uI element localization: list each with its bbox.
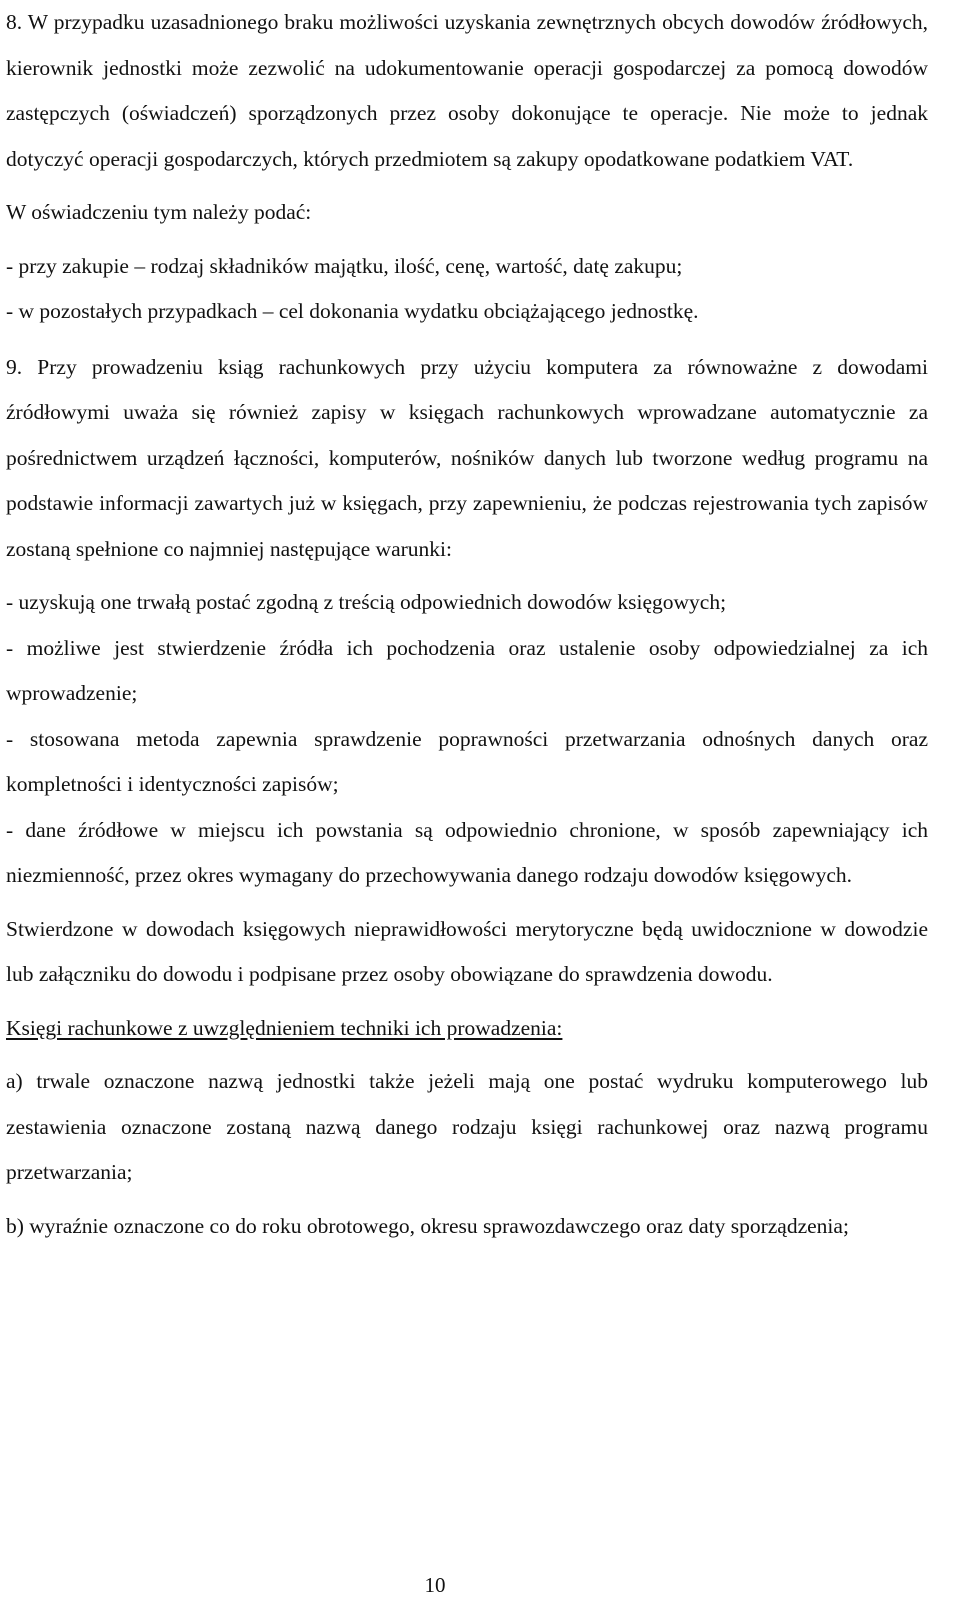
paragraph-9: 9. Przy prowadzeniu ksiąg rachunkowych przy użyciu komputera za równoważne z dowodami źródłowymi uważa się również zapisy w księgach rachunkowych wprowadzane automatycznie za pośrednictwem urządzeń łączności, komputerów, nośników danych lub tworzone według programu na podstawie informacji zawartych już w księgach, przy zapewnieniu, że podczas rejestrowania tych zapisów zostaną spełnione co najmniej następujące warunki: [6, 354, 928, 561]
statement-item-purchase: - przy zakupie – rodzaj składników majątku, ilość, cenę, wartość, datę zakupu; [6, 253, 683, 278]
books-item-a: a) trwale oznaczone nazwą jednostki także jeżeli mają one postać wydruku komputerowego lub zestawienia oznaczone zostaną nazwą danego rodzaju księgi rachunkowej oraz nazwą programu przetwarzania; [6, 1069, 928, 1184]
statement-item-other: - w pozostałych przypadkach – cel dokonania wydatku obciążającego jednostkę. [6, 299, 699, 323]
condition-item-1: - uzyskują one trwałą postać zgodną z treścią odpowiednich dowodów księgowych; [6, 590, 727, 614]
condition-item-3: - stosowana metoda zapewnia sprawdzenie poprawności przetwarzania odnośnych danych oraz kompletności i identyczności zapisów; [6, 726, 928, 796]
statement-intro: W oświadczeniu tym należy podać: [6, 200, 312, 224]
books-item-b: b) wyraźnie oznaczone co do roku obrotowego, okresu sprawozdawczego oraz daty sporządzenia; [6, 1213, 849, 1238]
condition-item-4: - dane źródłowe w miejscu ich powstania są odpowiednio chronione, w sposób zapewniający ich niezmienność, przez okres wymagany do przechowywania danego rodzaju dowodów księgowych. [6, 817, 928, 887]
paragraph-8: 8. W przypadku uzasadnionego braku możliwości uzyskania zewnętrznych obcych dowodów źródłowych, kierownik jednostki może zezwolić na udokumentowanie operacji gospodarczej za pomocą dowodów zastępczych (oświadczeń) sporządzonych przez osoby dokonujące te operacje. Nie może to jednak dotyczyć operacji gospodarczych, których przedmiotem są zakupy opodatkowane podatkiem VAT. [6, 10, 928, 171]
page-number: 10 [424, 1573, 446, 1597]
condition-item-2: - możliwe jest stwierdzenie źródła ich pochodzenia oraz ustalenie osoby odpowiedzialnej za ich wprowadzenie; [6, 635, 928, 705]
section-heading: Księgi rachunkowe z uwzględnieniem techniki ich prowadzenia: [6, 1015, 563, 1040]
irregularities-paragraph: Stwierdzone w dowodach księgowych nieprawidłowości merytoryczne będą uwidocznione w dowodzie lub załączniku do dowodu i podpisane przez osoby obowiązane do sprawdzenia dowodu. [6, 916, 928, 986]
document-page [6, 0, 928, 1249]
